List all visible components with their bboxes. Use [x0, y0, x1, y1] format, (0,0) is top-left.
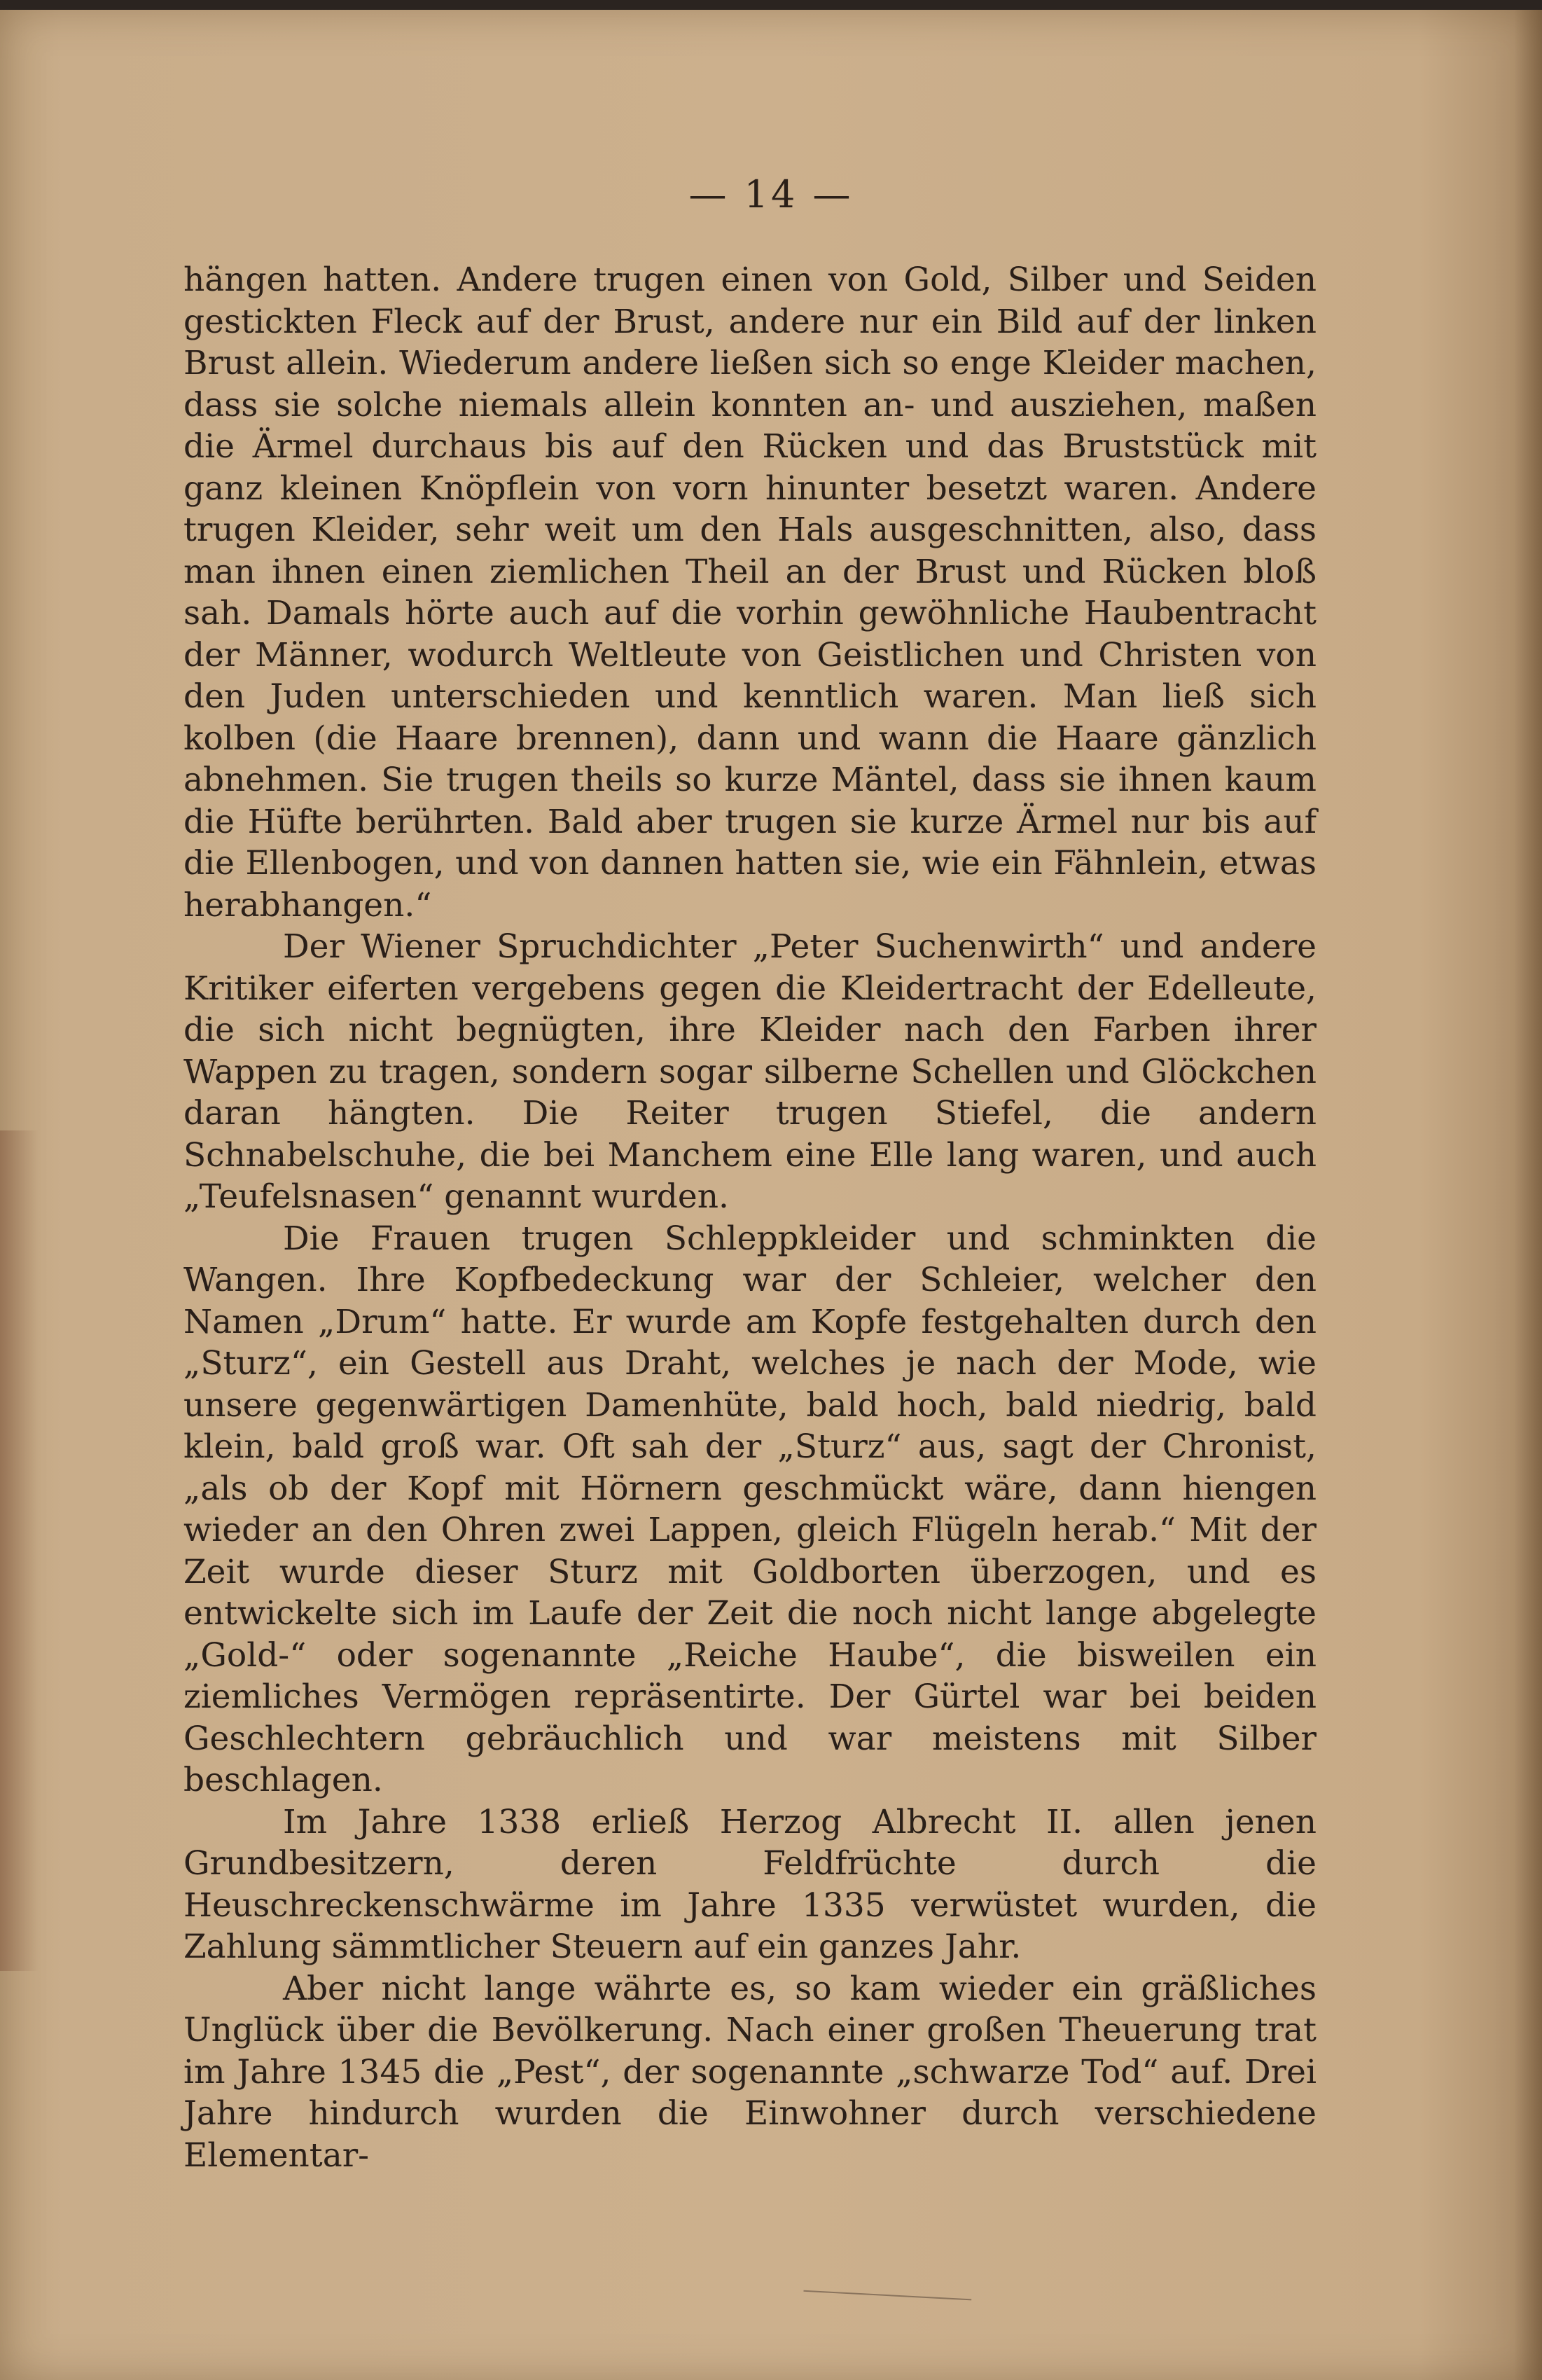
page-edge-shadow	[1514, 10, 1542, 2380]
paragraph-5: Aber nicht lange währte es, so kam wieder ein gräßliches Unglück über die Bevölkerung. Nach einer großen Theuerung trat im Jahre 1345 die „Pest“, der sogenannte „schwarze Tod“ auf. Drei Jahre hindurch wurden die Einwohner durch verschiedene Elementar-	[183, 1969, 1317, 2175]
book-page	[0, 10, 1542, 2380]
body-text	[183, 259, 1317, 2176]
paragraph-1: hängen hatten. Andere trugen einen von Gold, Silber und Seiden gestickten Fleck auf der Brust, andere nur ein Bild auf der linken Brust allein. Wiederum andere ließen sich so enge Kleider machen, dass sie solche niemals allein konnten an- und ausziehen, maßen die Ärmel durchaus bis auf den Rücken und das Bruststück mit ganz kleinen Knöpflein von vorn hinunter besetzt waren. Andere trugen Kleider, sehr weit um den Hals ausgeschnitten, also, dass man ihnen einen ziemlichen Theil an der Brust und Rücken bloß sah. Damals hörte auch auf die vorhin gewöhnliche Haubentracht der Männer, wodurch Weltleute von Geistlichen und Christen von den Juden unterschieden und kenntlich waren. Man ließ sich kolben (die Haare brennen), dann und wann die Haare gänzlich abnehmen. Sie trugen theils so kurze Mäntel, dass sie ihnen kaum die Hüfte berührten. Bald aber trugen sie kurze Ärmel nur bis auf die Ellenbogen, und von dannen hatten sie, wie ein Fähnlein, etwas herabhangen.“	[183, 261, 1317, 925]
paragraph-2: Der Wiener Spruchdichter „Peter Suchenwirth“ und andere Kritiker eiferten vergebens gegen die Kleidertracht der Edelleute, die sich nicht begnügten, ihre Kleider nach den Farben ihrer Wappen zu tragen, sondern sogar silberne Schellen und Glöckchen daran hängten. Die Reiter trugen Stiefel, die andern Schnabelschuhe, die bei Manchem eine Elle lang waren, und auch „Teufelsnasen“ genannt wurden.	[183, 927, 1317, 1216]
paragraph-3: Die Frauen trugen Schleppkleider und schminkten die Wangen. Ihre Kopfbedeckung war der Schleier, welcher den Namen „Drum“ hatte. Er wurde am Kopfe festgehalten durch den „Sturz“, ein Gestell aus Draht, welches je nach der Mode, wie unsere gegenwärtigen Damenhüte, bald hoch, bald niedrig, bald klein, bald groß war. Oft sah der „Sturz“ aus, sagt der Chronist, „als ob der Kopf mit Hörnern geschmückt wäre, dann hiengen wieder an den Ohren zwei Lappen, gleich Flügeln herab.“ Mit der Zeit wurde dieser Sturz mit Goldborten überzogen, und es entwickelte sich im Laufe der Zeit die noch nicht lange abgelegte „Gold-“ oder sogenannte „Reiche Haube“, die bisweilen ein ziemliches Vermögen repräsentirte. Der Gürtel war bei beiden Geschlechtern gebräuchlich und war meistens mit Silber beschlagen.	[183, 1219, 1317, 1799]
paragraph-4: Im Jahre 1338 erließ Herzog Albrecht II. allen jenen Grundbesitzern, deren Feldfrüchte durch die Heuschreckenschwärme im Jahre 1335 verwüstet wurden, die Zahlung sämmtlicher Steuern auf ein ganzes Jahr.	[183, 1802, 1317, 1966]
page-stain	[0, 1130, 39, 1971]
page-number: — 14 —	[688, 172, 854, 216]
page-mark	[800, 2290, 971, 2363]
